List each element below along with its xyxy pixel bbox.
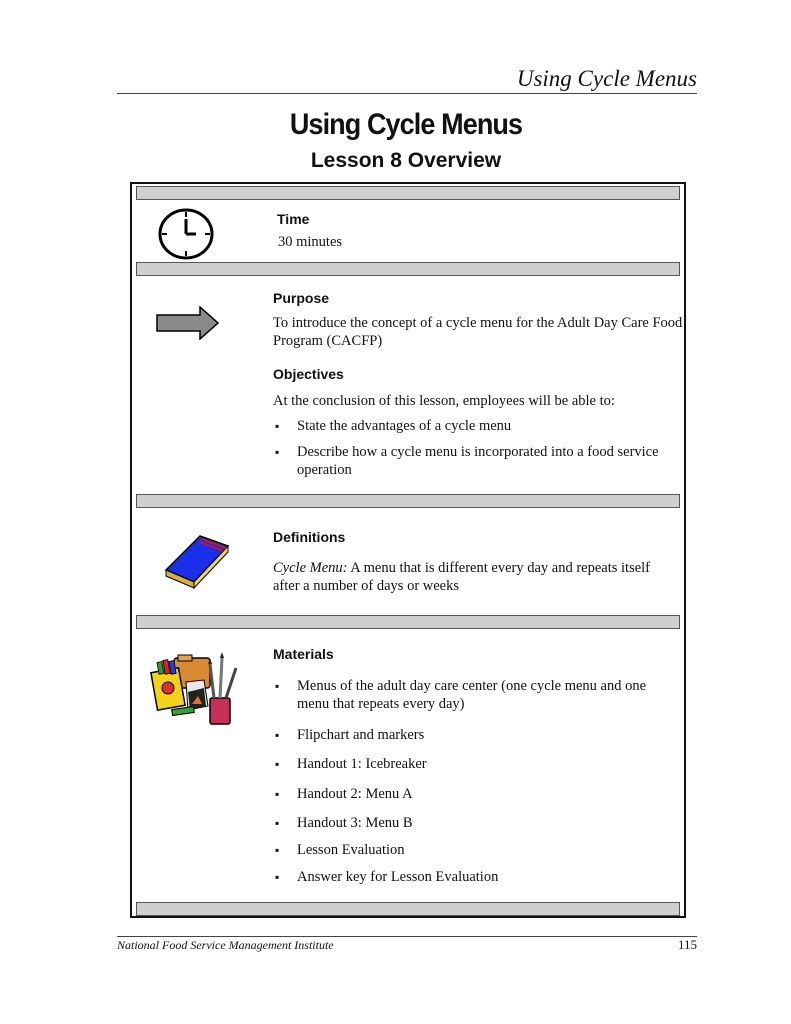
objective-item: ▪ State the advantages of a cycle menu [273,417,693,435]
objectives-heading: Objectives [273,366,344,382]
section-divider [136,902,680,916]
page-number: 115 [677,937,697,952]
materials-heading: Materials [273,646,334,662]
materials-item: ▪ Menus of the adult day care center (one cycle menu and one menu that repeats every day) [273,677,673,713]
materials-item: ▪ Flipchart and markers [273,726,693,744]
arrow-icon [156,306,220,340]
purpose-heading: Purpose [273,290,330,306]
objective-item: ▪ Describe how a cycle menu is incorporated into a food service operation [273,443,663,479]
materials-item: ▪ Handout 1: Icebreaker [273,755,693,773]
section-divider [136,186,680,200]
time-heading: Time [277,211,310,227]
materials-item: ▪ Handout 2: Menu A [273,785,693,803]
time-value: 30 minutes [278,234,343,250]
footer-organization: National Food Service Management Institute [117,938,334,952]
school-supplies-icon [148,652,244,728]
purpose-text: To introduce the concept of a cycle menu for the Adult Day Care Food Program (CACFP) [273,315,683,349]
objectives-intro: At the conclusion of this lesson, employees will be able to: [273,393,615,409]
page-title: Using Cycle Menus [289,108,523,141]
definitions-heading: Definitions [273,529,346,545]
page-subtitle: Lesson 8 Overview [310,149,502,172]
header-rule [117,93,697,94]
definition-body: A menu that is different every day and repeats itself after a number of days or weeks [273,560,651,594]
lesson-overview-table [130,182,686,918]
section-divider [136,262,680,276]
book-icon [160,532,232,592]
materials-item: ▪ Handout 3: Menu B [273,814,693,832]
definition-text [273,559,673,595]
footer-rule [117,936,697,937]
materials-item: ▪ Answer key for Lesson Evaluation [273,868,693,886]
running-header-title: Using Cycle Menus [516,66,697,91]
definition-term: Cycle Menu: [273,560,348,576]
section-divider [136,615,680,629]
materials-item: ▪ Lesson Evaluation [273,841,693,859]
section-divider [136,494,680,508]
clock-icon [156,206,216,262]
